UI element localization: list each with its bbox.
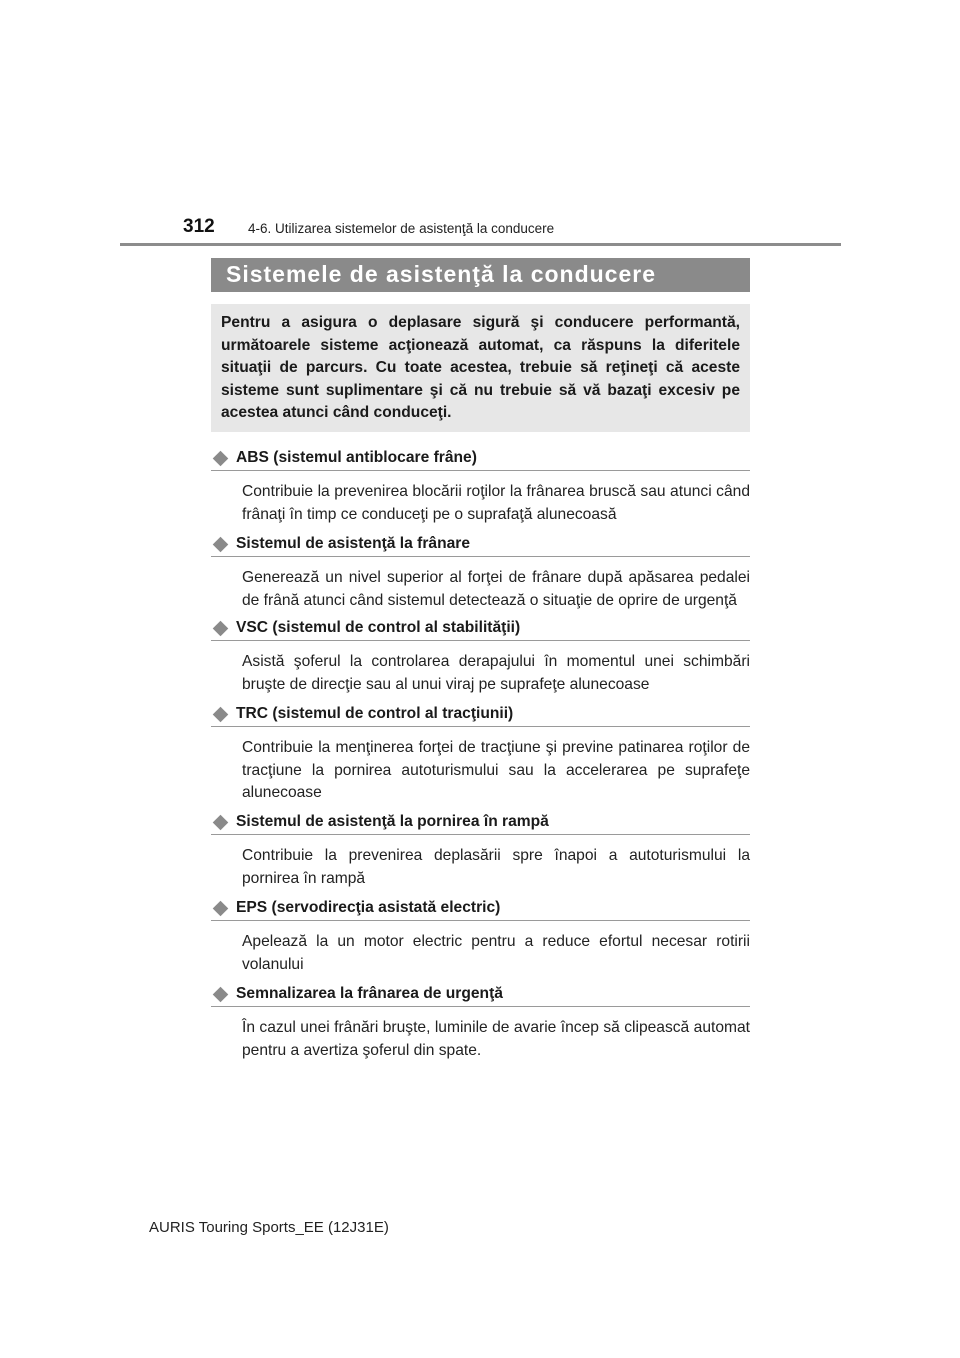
- header-rule: [120, 243, 841, 246]
- diamond-icon: [213, 986, 229, 1002]
- section-body: Contribuie la menţinerea forţei de tracţiune şi previne patinarea roţilor de tracţiune la pornirea autoturismului sau la accelerarea pe suprafeţe alunecoase: [242, 739, 750, 801]
- section-title: TRC (sistemul de control al tracţiunii): [236, 705, 514, 722]
- section-heading: [211, 896, 750, 921]
- section-emergency-signal: [211, 982, 750, 1068]
- section-heading: [211, 446, 750, 471]
- section-body: Asistă şoferul la controlarea derapajului în momentul unei schimbări bruşte de direcţie sau al unui viraj pe suprafeţe alunecoase: [242, 653, 750, 693]
- section-title: Sistemul de asistenţă la pornirea în rampă: [236, 813, 549, 830]
- section-vsc: [211, 616, 750, 702]
- diamond-icon: [213, 536, 229, 552]
- section-body: Contribuie la prevenirea blocării roţilor la frânarea bruscă sau atunci când frânaţi în timp ce conduceţi pe o suprafaţă alunecoasă: [242, 483, 750, 523]
- feature-list: [211, 446, 750, 1068]
- intro-text: Pentru a asigura o deplasare sigură şi conducere performantă, următoarele sisteme acţionează automat, ca răspuns la diferitele situaţii de parcurs. Cu toate acestea, trebuie să reţineţi că aceste sisteme sunt suplimentare şi că nu trebuie să vă bazaţi excesiv pe acestea atunci când conduceţi.: [221, 314, 740, 421]
- section-heading: [211, 616, 750, 641]
- section-heading: [211, 810, 750, 835]
- section-title: Sistemul de asistenţă la frânare: [236, 535, 471, 552]
- diamond-icon: [213, 814, 229, 830]
- section-heading: [211, 702, 750, 727]
- diamond-icon: [213, 706, 229, 722]
- diamond-icon: [213, 450, 229, 466]
- diamond-icon: [213, 900, 229, 916]
- section-trc: [211, 702, 750, 810]
- section-eps: [211, 896, 750, 982]
- section-title: EPS (servodirecţia asistată electric): [236, 899, 501, 916]
- section-body: În cazul unei frânări bruşte, luminile de avarie încep să clipească automat pentru a avertiza şoferul din spate.: [242, 1019, 750, 1059]
- section-heading: [211, 982, 750, 1007]
- section-path: 4-6. Utilizarea sistemelor de asistenţă la conducere: [248, 221, 555, 236]
- page-number: 312: [183, 216, 215, 237]
- section-body: Generează un nivel superior al forţei de frânare după apăsarea pedalei de frână atunci când sistemul detectează o situaţie de oprire de urgenţă: [242, 569, 750, 609]
- section-heading: [211, 532, 750, 557]
- section-abs: [211, 446, 750, 532]
- diamond-icon: [213, 620, 229, 636]
- intro-box: [211, 304, 750, 432]
- section-body: Contribuie la prevenirea deplasării spre înapoi a autoturismului la pornirea în rampă: [242, 847, 750, 887]
- section-body: Apelează la un motor electric pentru a reduce efortul necesar rotirii volanului: [242, 933, 750, 973]
- footer-model: AURIS Touring Sports_EE (12J31E): [149, 1219, 389, 1236]
- section-title: Semnalizarea la frânarea de urgenţă: [236, 985, 503, 1002]
- section-title: ABS (sistemul antiblocare frâne): [236, 449, 477, 466]
- section-brake-assist: [211, 532, 750, 616]
- section-hill-start: [211, 810, 750, 896]
- title-bar: [211, 258, 750, 292]
- page-title: Sistemele de asistenţă la conducere: [226, 261, 657, 287]
- section-title: VSC (sistemul de control al stabilităţii): [236, 619, 521, 636]
